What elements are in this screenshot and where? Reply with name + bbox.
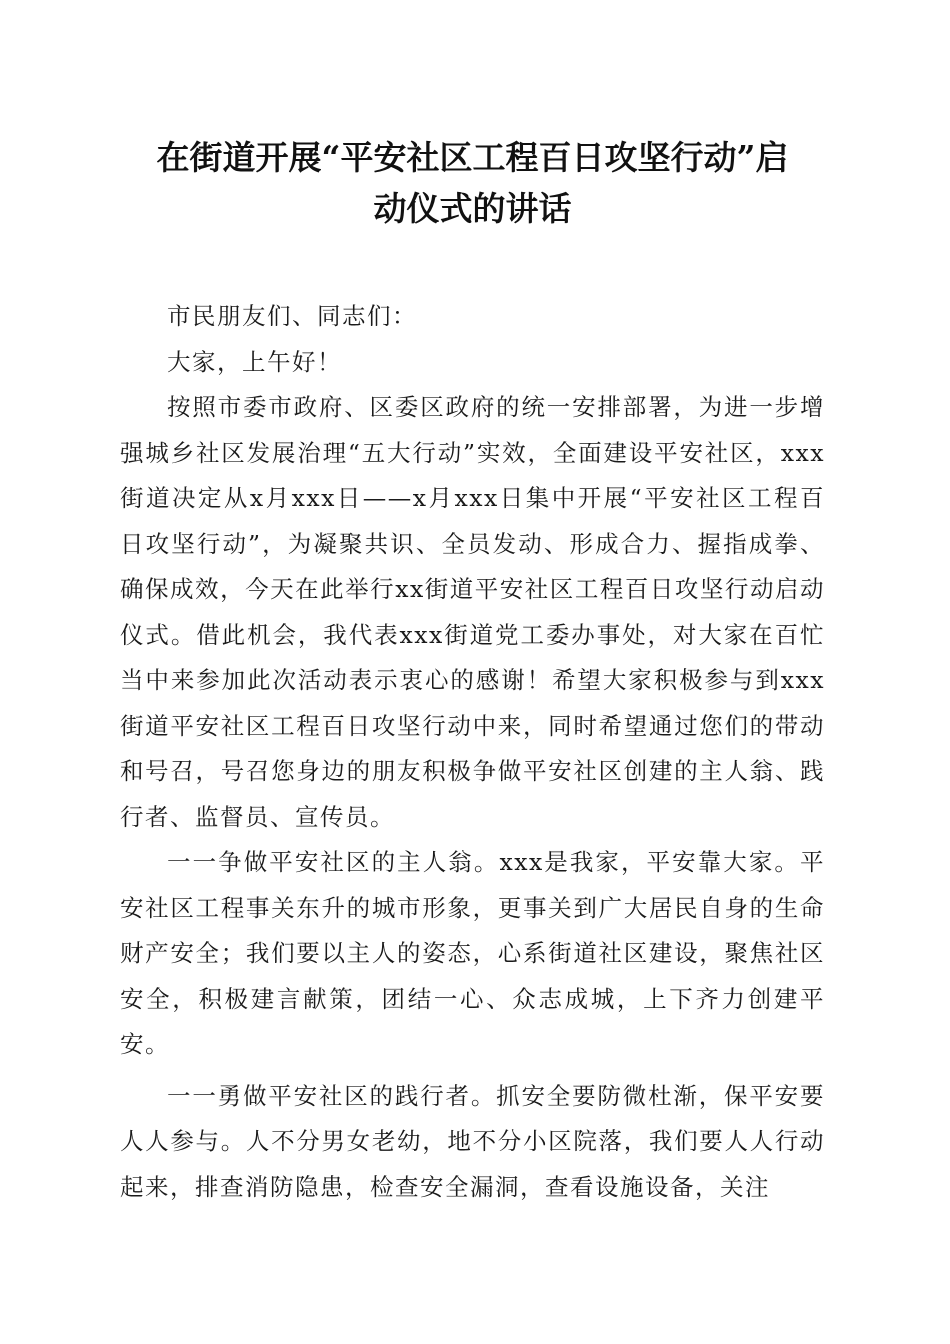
document-title	[120, 132, 825, 234]
document-body	[120, 294, 825, 1210]
greeting: 大家，上午好！	[167, 347, 342, 376]
title-line-2: 动仪式的讲话	[373, 189, 572, 228]
salutation: 市民朋友们、同志们：	[167, 302, 417, 330]
paragraph-owner: 一一争做平安社区的主人翁。xxx是我家，平安靠大家。平安社区工程事关东升的城市形象，更事关到广大居民自身的生命财产安全；我们要以主人的姿态，心系街道社区建设，聚焦社区安全，积极建言献策，团结一心、众志成城，上下齐力创建平安。	[120, 848, 825, 1058]
title-line-1: 在街道开展“平安社区工程百日攻坚行动”启	[156, 138, 789, 177]
paragraph-intro: 按照市委市政府、区委区政府的统一安排部署，为进一步增强城乡社区发展治理“五大行动”实效，全面建设平安社区，xxx街道决定从x月xxx日——x月xxx日集中开展“平安社区工程百日攻坚行动”，为凝聚共识、全员发动、形成合力、握指成拳、确保成效，今天在此举行xx街道平安社区工程百日攻坚行动启动仪式。借此机会，我代表xxx街道党工委办事处，对大家在百忙当中来参加此次活动表示衷心的感谢！希望大家积极参与到xxx街道平安社区工程百日攻坚行动中来，同时希望通过您们的带动和号召，号召您身边的朋友积极争做平安社区创建的主人翁、践行者、监督员、宣传员。	[120, 393, 825, 831]
paragraph-practitioner: 一一勇做平安社区的践行者。抓安全要防微杜渐，保平安要人人参与。人不分男女老幼，地不分小区院落，我们要人人行动起来，排查消防隐患，检查安全漏洞，查看设施设备，关注	[120, 1081, 825, 1201]
